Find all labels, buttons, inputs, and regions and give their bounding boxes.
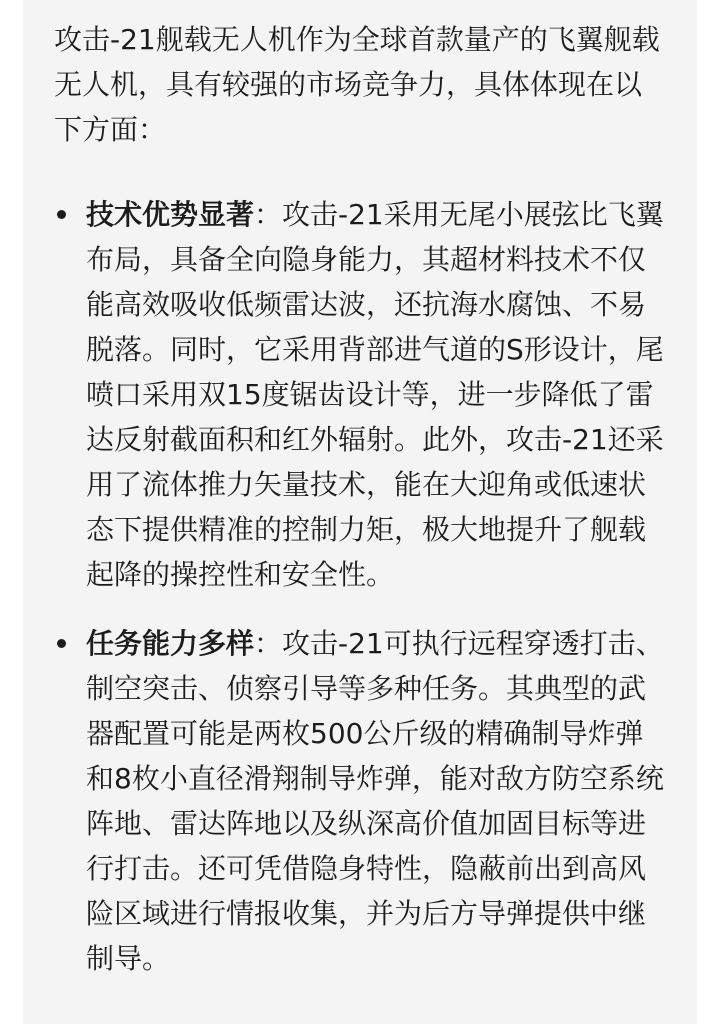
bullet-item-missions xyxy=(54,621,668,981)
bullet-title: 任务能力多样 xyxy=(86,627,255,660)
bullet-body: ：攻击-21可执行远程穿透打击、制空突击、侦察引导等多种任务。其典型的武器配置可能是两枚500公斤级的精确制导炸弹和8枚小直径滑翔制导炸弹，能对敌方防空系统阵地、雷达阵地以及纵深高价值加固目标等进行打击。还可凭借隐身特性，隐蔽前出到高风险区域进行情报收集，并为后方导弹提供中继制导。 xyxy=(86,627,664,975)
bullet-item-technology xyxy=(54,192,668,597)
message-card xyxy=(23,0,697,1024)
bullet-text xyxy=(86,192,668,597)
bullet-list xyxy=(54,192,697,981)
bullet-title: 技术优势显著 xyxy=(86,198,255,231)
bullet-dot-icon xyxy=(57,210,66,219)
bullet-text xyxy=(86,621,668,981)
bullet-dot-icon xyxy=(57,639,66,648)
intro-paragraph: 攻击-21舰载无人机作为全球首款量产的飞翼舰载无人机，具有较强的市场竞争力，具体体现在以下方面： xyxy=(54,23,660,146)
bullet-body: ：攻击-21采用无尾小展弦比飞翼布局，具备全向隐身能力，其超材料技术不仅能高效吸收低频雷达波，还抗海水腐蚀、不易脱落。同时，它采用背部进气道的S形设计，尾喷口采用双15度锯齿设计等，进一步降低了雷达反射截面积和红外辐射。此外，攻击-21还采用了流体推力矢量技术，能在大迎角或低速状态下提供精准的控制力矩，极大地提升了舰载起降的操控性和安全性。 xyxy=(86,198,664,591)
